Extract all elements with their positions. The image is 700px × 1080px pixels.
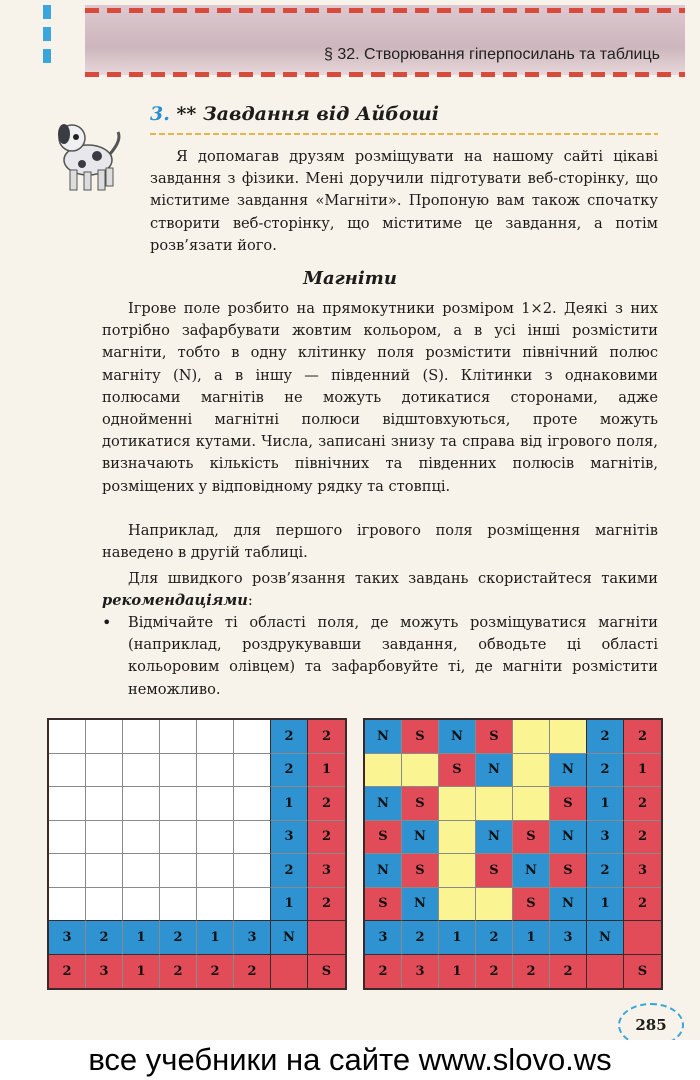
grid-cell: N [365,720,402,754]
grid-cell: 3 [402,955,439,989]
grid-cell: N [550,754,587,788]
grid-cell [160,821,197,855]
grid-cell [439,888,476,922]
grid-cell: S [308,955,345,989]
page-number: 285 [618,1003,684,1047]
grid-cell: 2 [308,888,345,922]
grid-cell [160,854,197,888]
grid-cell: 2 [308,720,345,754]
subheading: Магніти [303,268,397,289]
footer-banner: все учебники на сайте www.slovo.ws [0,1040,700,1080]
grid-cell: S [402,787,439,821]
grid-cell [513,720,550,754]
grid-cell: 2 [624,888,661,922]
grid-cell [123,720,160,754]
grid-cell [123,754,160,788]
grid-cell [197,754,234,788]
grid-cell [234,720,271,754]
task-heading [150,103,439,125]
grid-cell: 2 [271,720,308,754]
grid-cell [550,720,587,754]
grid-cell: N [271,921,308,955]
robot-dog-icon [42,110,132,200]
grid-cell [271,955,308,989]
grid-cell: N [476,821,513,855]
puzzle-grid-empty [47,718,347,990]
grid-cell [123,854,160,888]
grid-cell: 2 [402,921,439,955]
p3-colon: : [247,592,253,610]
grid-cell [160,888,197,922]
grid-cell [402,754,439,788]
grid-cell [160,754,197,788]
grid-cell [86,888,123,922]
grid-cell: 2 [476,955,513,989]
grid-cell [49,821,86,855]
grid-cell: 1 [271,787,308,821]
grid-cell [365,754,402,788]
grid-cell [49,888,86,922]
grid-cell: 3 [308,854,345,888]
grid-cell: N [365,787,402,821]
grid-cell: S [402,854,439,888]
grid-cell: S [513,821,550,855]
grid-cell: 3 [234,921,271,955]
grid-cell [160,787,197,821]
grid-cell: 2 [160,921,197,955]
grid-cell [49,754,86,788]
grid-cell: S [402,720,439,754]
header-left-marks [38,5,56,80]
grid-cell: 2 [234,955,271,989]
grid-cell: 2 [308,787,345,821]
grid-cell: 2 [587,754,624,788]
grid-cell [308,921,345,955]
bullet-icon: • [102,613,112,632]
p3-emphasis: рекомендаціями [102,592,248,610]
bullet-item [102,612,658,701]
title-divider [150,133,658,135]
grid-cell [439,787,476,821]
grid-cell: N [550,888,587,922]
grid-cell [587,955,624,989]
grid-cell: 2 [587,854,624,888]
grid-cell: 2 [624,720,661,754]
grid-cell: 2 [271,854,308,888]
grid-cell [234,854,271,888]
grid-cell [439,854,476,888]
task-title-text: ** Завдання від Айбоші [176,103,439,125]
grid-cell: N [587,921,624,955]
grid-cell [86,754,123,788]
paragraph-rules: Ігрове поле розбито на прямокутники розміром 1×2. Деякі з них потрібно зафарбувати жовтим кольором, а в усі інші розмістити магніти, тобто в одну клітинку поля розмістити північний полюс магніту (N), а в іншу — південний (S). Клітинки з однаковими полюсами магнітів не можуть дотикатися сторонами, адже однойменні магнітні полюси відштовхуються, проте можуть дотикатися кутами. Числа, записані знизу та справа від ігрового поля, визначають кількість північних та південних полюсів магнітів, розміщених у відповідному рядку та стовпці. [102,300,658,495]
grid-cell [49,720,86,754]
grid-cell: N [439,720,476,754]
grid-cell [197,787,234,821]
grid-cell [123,787,160,821]
grid-cell [86,787,123,821]
p3-text: Для швидкого розв’язання таких завдань скористайтеся такими [128,570,658,587]
grid-cell [513,754,550,788]
grid-cell: 2 [49,955,86,989]
grid-cell: 3 [587,821,624,855]
grid-cell: N [550,821,587,855]
grid-cell: 1 [123,955,160,989]
grid-cell [86,720,123,754]
grid-cell [476,888,513,922]
grid-cell [513,787,550,821]
puzzle-grid-solution [363,718,663,990]
grid-cell: N [402,888,439,922]
grid-cell: 2 [86,921,123,955]
grid-cell: 2 [365,955,402,989]
grid-cell: 1 [123,921,160,955]
grid-cell [197,720,234,754]
grid-cell [234,888,271,922]
grid-cell: 3 [271,821,308,855]
grid-cell: 2 [587,720,624,754]
grid-cell: 1 [271,888,308,922]
grid-cell: 1 [197,921,234,955]
header-band [85,5,685,75]
grid-cell: 2 [476,921,513,955]
grid-cell: 1 [439,955,476,989]
grid-cell [123,888,160,922]
grid-cell: 2 [308,821,345,855]
grid-cell: N [402,821,439,855]
section-title: § 32. Створювання гіперпосилань та таблиць [324,46,660,63]
grid-cell: N [513,854,550,888]
grid-cell [49,854,86,888]
grid-cell: 1 [624,754,661,788]
grid-cell: S [439,754,476,788]
grid-cell: 1 [439,921,476,955]
grid-cell: 1 [513,921,550,955]
grid-cell: 2 [513,955,550,989]
grid-cell [197,821,234,855]
grid-cell [476,787,513,821]
grid-cell [624,921,661,955]
grid-cell [234,754,271,788]
grid-cell: 3 [624,854,661,888]
bullet-text: Відмічайте ті області поля, де можуть розміщуватися магніти (наприклад, роздрукувавши завдання, обводьте ці області кольоровим олівцем) та зафарбовуйте ті, де магніти розмістити неможливо. [128,614,658,698]
task-intro: Я допомагав друзям розміщувати на нашому сайті цікаві завдання з фізики. Мені доручили підготувати веб-сторінку, що міститиме завдання «Магніти». Пропоную вам також спочатку створити веб-сторінку, що міститиме це завдання, а потім розв’язати його. [150,148,658,254]
grid-cell: S [476,854,513,888]
task-number: 3. [150,103,170,125]
grid-cell [86,854,123,888]
grid-cell: 1 [587,787,624,821]
grid-cell: 2 [624,787,661,821]
paragraph-recommendations [102,568,658,612]
grid-cell: 2 [160,955,197,989]
grid-cell: N [365,854,402,888]
grid-cell [197,888,234,922]
grid-cell: S [624,955,661,989]
grid-cell: S [513,888,550,922]
paragraph-example: Наприклад, для першого ігрового поля розміщення магнітів наведено в другій таблиці. [102,522,658,562]
grid-cell: 3 [550,921,587,955]
grid-cell: N [476,754,513,788]
grid-cell: 1 [587,888,624,922]
grid-cell: S [476,720,513,754]
grid-cell: S [550,854,587,888]
grid-cell [49,787,86,821]
grid-cell [197,854,234,888]
header-stripe-bottom [85,72,685,77]
grid-cell: S [365,888,402,922]
grid-cell: 3 [49,921,86,955]
grid-cell: 2 [197,955,234,989]
header-stripe-top [85,8,685,13]
grid-cell [86,821,123,855]
grid-cell [160,720,197,754]
grid-cell [234,821,271,855]
grid-cell: 3 [86,955,123,989]
grid-cell [123,821,160,855]
grid-cell [439,821,476,855]
grid-cell: 2 [271,754,308,788]
grid-cell: 2 [550,955,587,989]
grid-cell: S [365,821,402,855]
grid-cell [234,787,271,821]
grid-cell: 2 [624,821,661,855]
grid-cell: 1 [308,754,345,788]
grid-cell: S [550,787,587,821]
grid-cell: 3 [365,921,402,955]
